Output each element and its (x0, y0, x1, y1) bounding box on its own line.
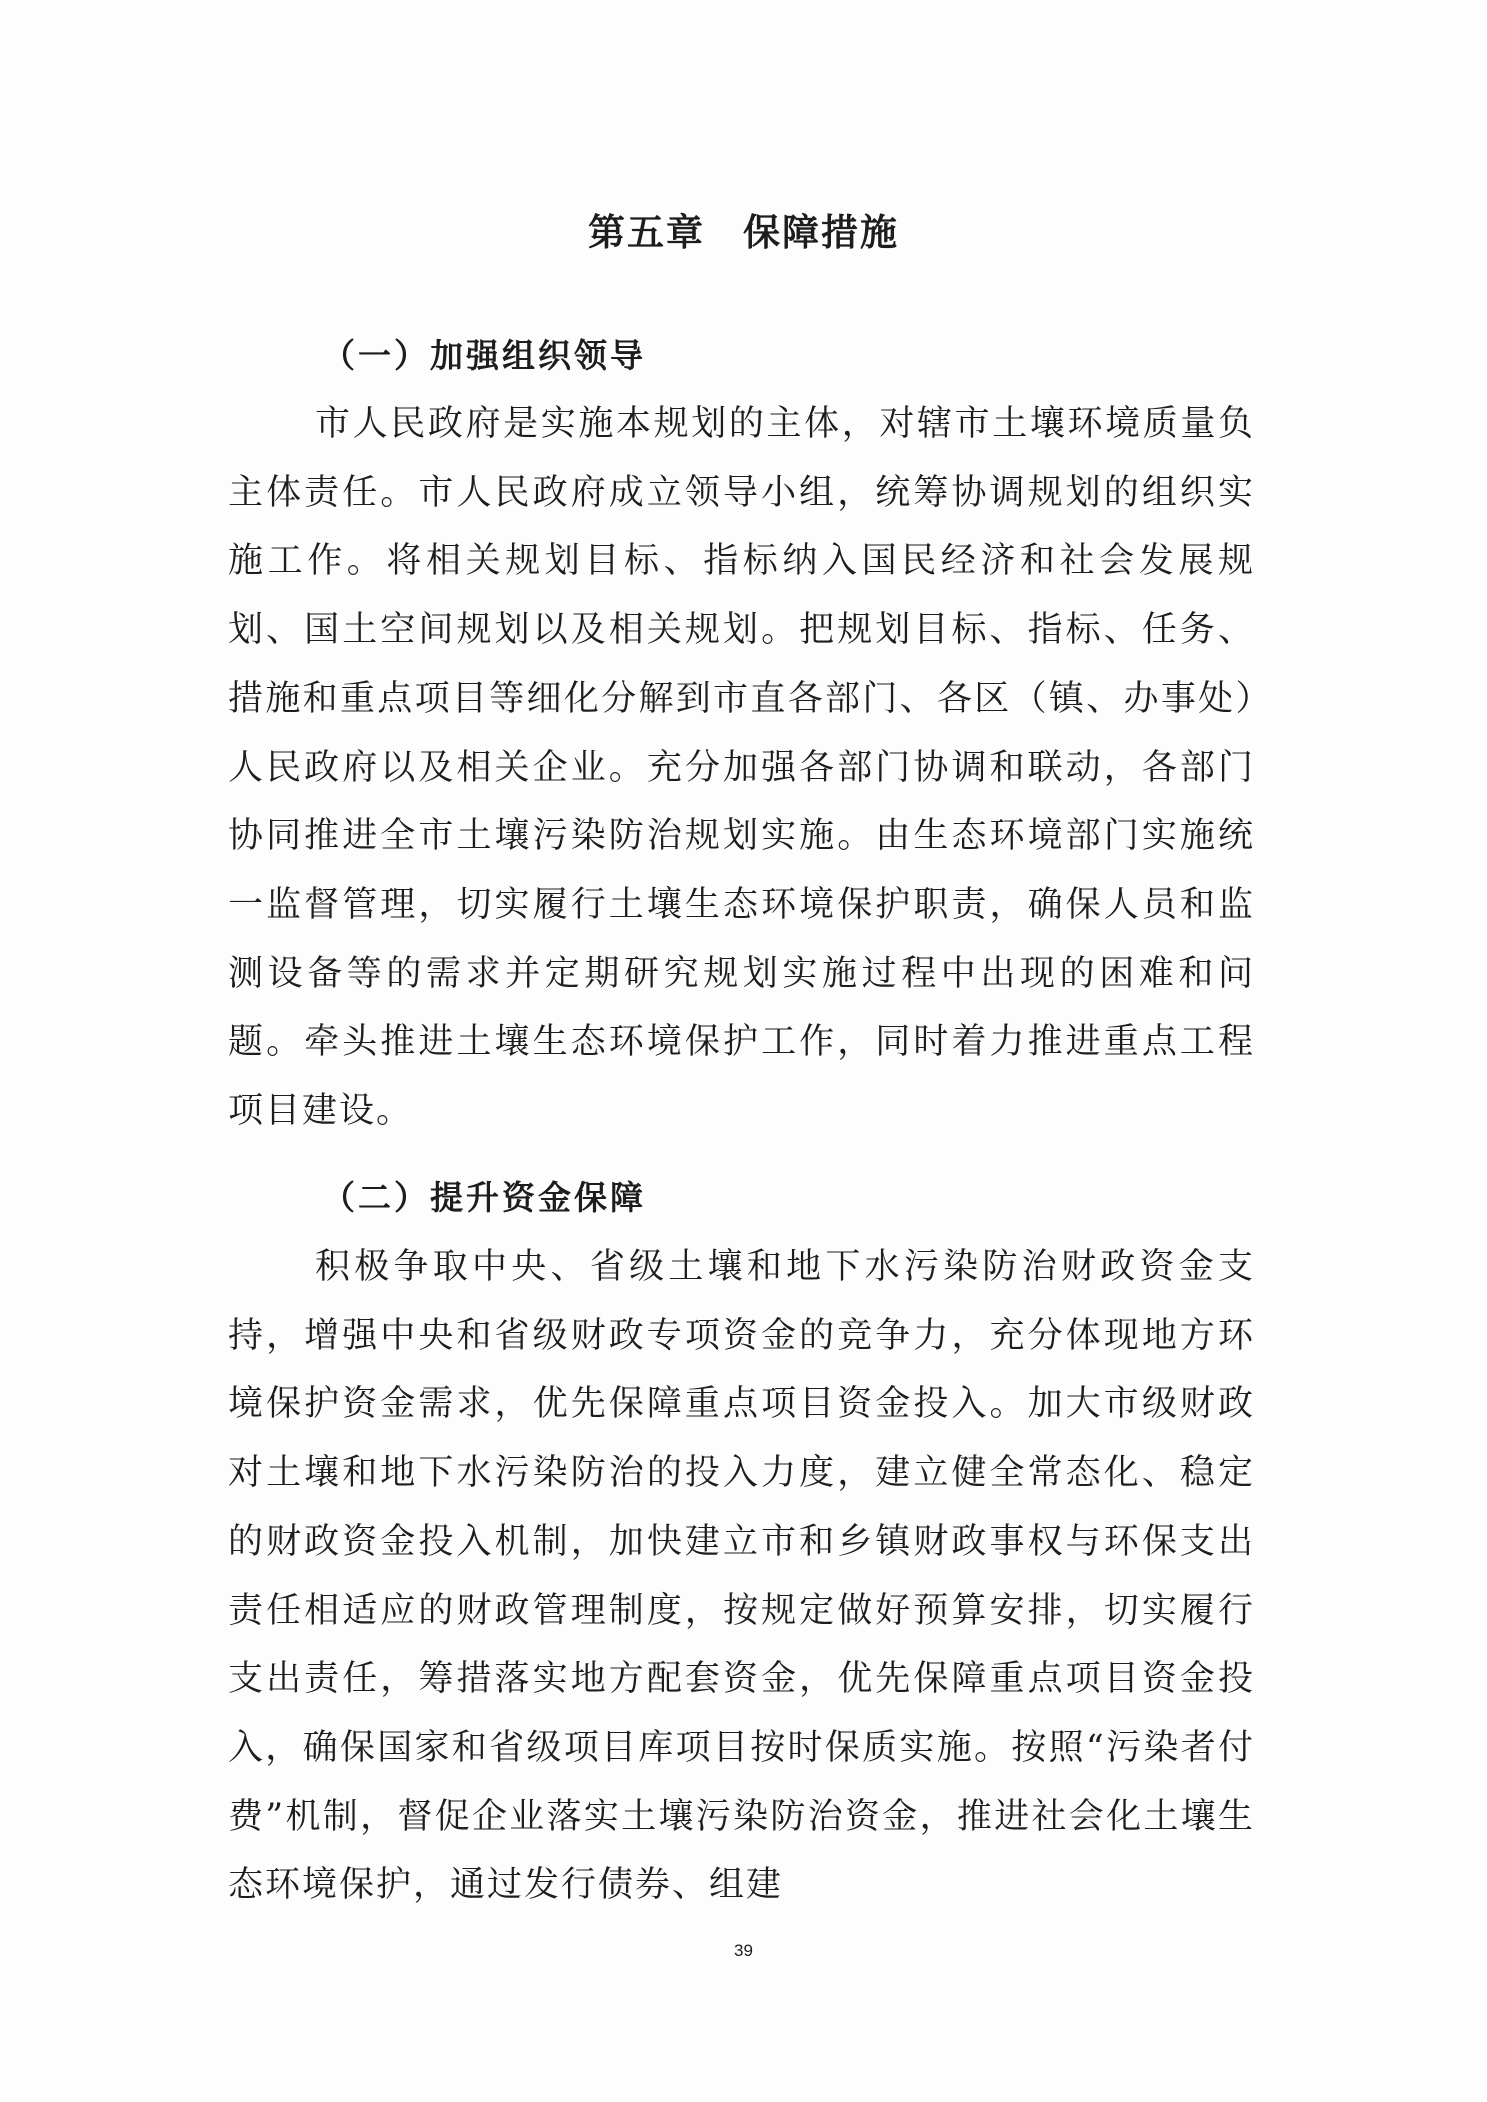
section-heading-funding: （二）提升资金保障 (322, 1178, 646, 1217)
chapter-title (0, 202, 1487, 256)
section-paragraph-organization: 市人民政府是实施本规划的主体，对辖市土壤环境质量负主体责任。市人民政府成立领导小组，统筹协调规划的组织实施工作。将相关规划目标、指标纳入国民经济和社会发展规划、国土空间规划以及相关规划。把规划目标、指标、任务、措施和重点项目等细化分解到市直各部门、各区（镇、办事处）人民政府以及相关企业。充分加强各部门协调和联动，各部门协同推进全市土壤污染防治规划实施。由生态环境部门实施统一监督管理，切实履行土壤生态环境保护职责，确保人员和监测设备等的需求并定期研究规划实施过程中出现的困难和问题。牵头推进土壤生态环境保护工作，同时着力推进重点工程项目建设。 (228, 404, 1255, 1132)
section-heading-organization: （一）加强组织领导 (322, 336, 646, 375)
page-number: 39 (734, 1941, 753, 1960)
chapter-name: 保障措施 (743, 211, 899, 254)
section-paragraph-funding: 积极争取中央、省级土壤和地下水污染防治财政资金支持，增强中央和省级财政专项资金的竞争力，充分体现地方环境保护资金需求，优先保障重点项目资金投入。加大市级财政对土壤和地下水污染防治的投入力度，建立健全常态化、稳定的财政资金投入机制，加快建立市和乡镇财政事权与环保支出责任相适应的财政管理制度，按规定做好预算安排，切实履行支出责任，筹措落实地方配套资金，优先保障重点项目资金投入，确保国家和省级项目库项目按时保质实施。按照“污染者付费”机制，督促企业落实土壤污染防治资金，推进社会化土壤生态环境保护，通过发行债券、组建 (228, 1247, 1255, 1906)
chapter-number: 第五章 (588, 211, 705, 254)
